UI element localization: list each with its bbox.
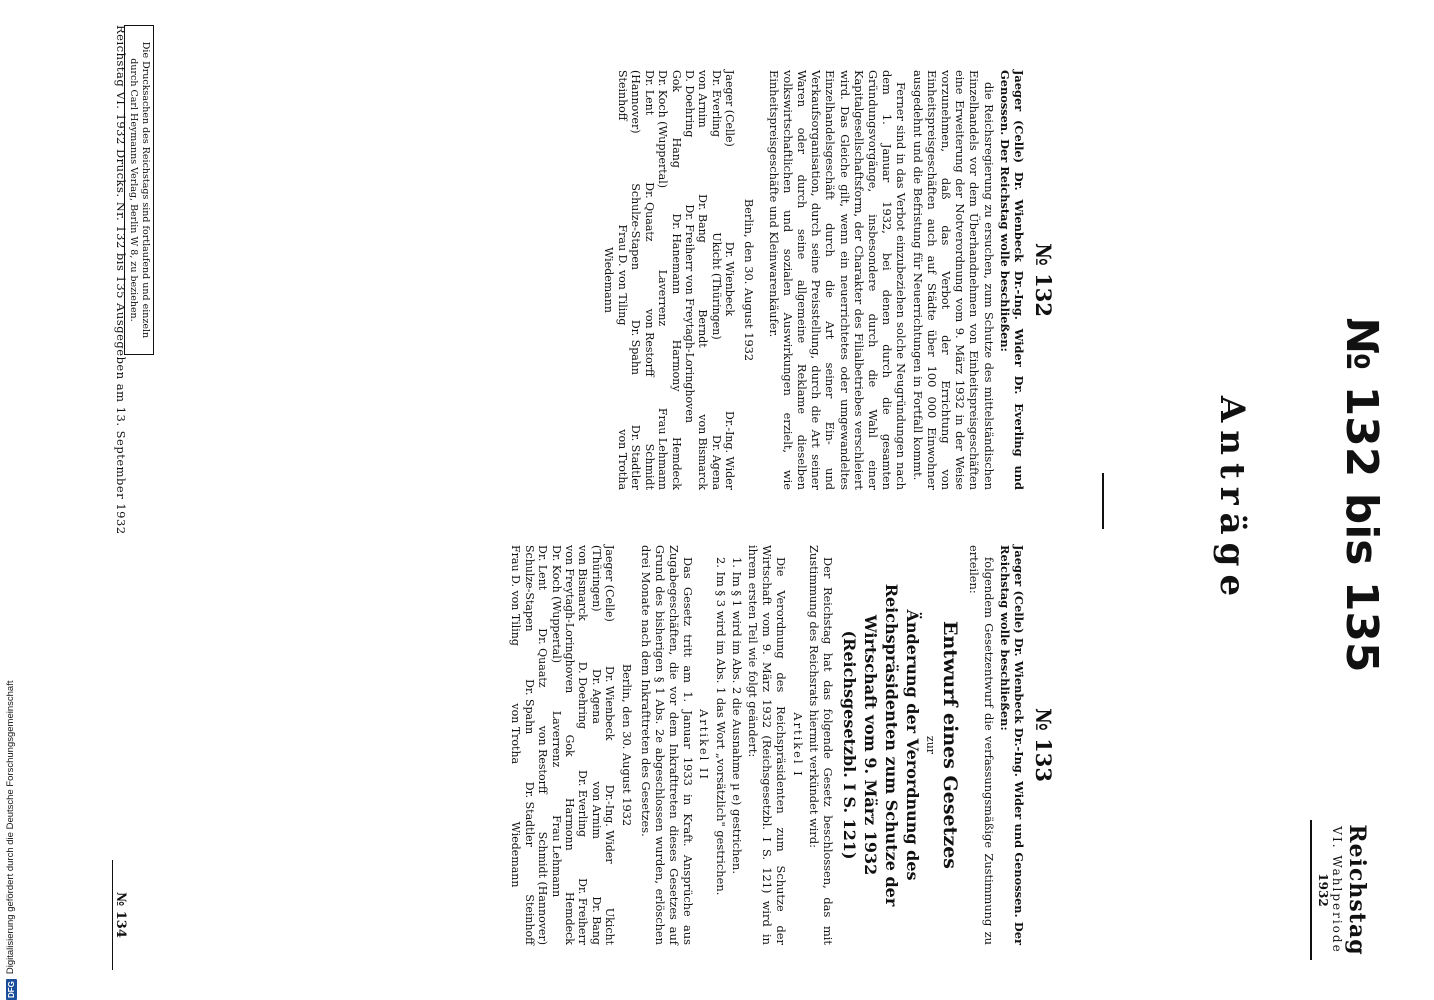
no-132-signatures (602, 70, 736, 490)
no-133-submitters: Jaeger (Celle) Dr. Wienbeck Dr.-Ing. Wider und Genossen. Der Reichstag wolle beschließen: (997, 545, 1026, 945)
signatory-name: Berndt (696, 309, 710, 348)
draft-title: Entwurf eines Gesetzes (939, 620, 962, 869)
signature-row (509, 545, 522, 945)
no-133-body (509, 545, 1026, 945)
signatory-name: von Bismarck (576, 545, 590, 621)
digitization-note (5, 605, 17, 1000)
no-133-date: Berlin, den 30. August 1932 (620, 663, 635, 827)
signatory-name: Harmonn (562, 798, 576, 851)
signatory-name: Frau Lehmann (656, 407, 670, 490)
signatory-name: Jaeger (Celle) (603, 545, 617, 622)
signatory-name: Hemdeck (562, 892, 576, 945)
section-rule (1102, 473, 1104, 529)
law-title: Änderung der Verordnung des Reichspräsidenten zum Schutze der Wirtschaft vom 9. März 1932 (Reichsgesetzbl. I S. 121) (839, 583, 922, 907)
signature-row (589, 545, 602, 945)
signatory-name: Dr. Quaatz (642, 182, 656, 242)
masthead (1316, 815, 1370, 965)
masthead-rule (1310, 820, 1312, 960)
signatory-name: Dr. Quaatz (536, 628, 550, 688)
signatory-name: Gok (562, 734, 576, 757)
signatory-name: Dr. Wienbeck (603, 666, 617, 741)
signatory-name: von Arnim (589, 781, 603, 839)
signatory-name: Laverrenz (549, 710, 563, 768)
signatory-name: von Bismarck (696, 414, 710, 490)
year-label: 1932 (1316, 873, 1330, 907)
no-132-para-2: Ferner sind in das Verbot einzubeziehen solche Neugründungen nach dem 1. Januar 1932, bei denen durch die gesamten Gründungsvorgänge, insbesondere durch die Wahl einer Kapitalgesellschaftsform, der Charakter des Filialbetriebes verschleiert wird. Das Gleiche gilt, wenn ein neuerrichtetes oder umgewandeltes Einzelhandelsgeschäft durch die Art seiner Ein- und Verkaufsorganisation, durch seine Preisstellung, durch die Art seiner Waren oder durch seine allgemeine Reklame dieselben volkswirtschaftlichen und sozialen Auswirkungen erzielt, wie Einheitspreisgeschäfte und Kleinwarenkäufer. (766, 70, 909, 490)
signatory-name: Frau D. von Tiling (509, 545, 523, 646)
dfg-logo: DFG (6, 981, 16, 998)
article-1-heading: Artikel I (790, 712, 805, 778)
signatory-name: Wiedemann (602, 247, 616, 313)
signatory-name: Frau Lehmann (549, 815, 563, 898)
signatory-name: Frau D. von Tiling (615, 224, 629, 326)
signatory-name: Schmidt (642, 443, 656, 490)
signatory-name: Dr. Wienbeck (723, 241, 737, 317)
signatory-name: Wiedemann (509, 821, 523, 888)
signatory-name: von Trotha (509, 703, 523, 765)
signatory-name: Dr.-Ing. Wider (723, 411, 737, 490)
signature-row (709, 70, 722, 490)
no-132-body (602, 70, 1026, 490)
signatory-name: Schulze-Stapen (629, 183, 643, 270)
signatory-name: Dr. Spahn (522, 679, 536, 735)
no-132-date: Berlin, den 30. August 1932 (742, 198, 757, 362)
period-label: VI. Wahlperiode (1330, 826, 1344, 954)
digitization-text: Digitalisierung gefördert durch die Deutsche Forschungsgemeinschaft (5, 680, 16, 975)
draft-zur: zur (924, 735, 938, 755)
signatory-name: von Trotha (615, 429, 629, 490)
signatory-name: Schmidt (Hannover) (536, 831, 550, 945)
signature-row (522, 545, 535, 945)
signatory-name: Dr. Freiherr von Freytagh-Loringhoven (682, 204, 696, 423)
signatory-name: Steinhoff (615, 70, 629, 121)
signature-row (723, 70, 736, 490)
signatory-name: Dr. Bang (696, 194, 710, 243)
article-1-item-2: 2. Im § 3 wird im Abs. 1 das Wort „vorsätzlich" gestrichen. (713, 557, 728, 896)
signature-row (563, 545, 576, 945)
signatory-name: Harmony (669, 339, 683, 392)
signatory-name: (Thüringen) (589, 545, 603, 612)
number-range: № 132 bis 135 (1336, 317, 1387, 673)
signatory-name: D. Doehring (682, 70, 696, 138)
signatory-name: Dr. Koch (Wuppertal) (656, 70, 670, 189)
signatory-name: Schulze-Stapen (522, 545, 536, 632)
signatory-name: Dr. Spahn (629, 319, 643, 375)
enactment-clause: Der Reichstag hat das folgende Gesetz beschlossen, das mit Zustimmung des Reichsrats hiermit verkündet wird: (806, 545, 835, 945)
no-132-submitters: Jaeger (Celle) Dr. Wienbeck Dr.-Ing. Wider Dr. Everling und Genossen. Der Reichstag wolle beschließen: (997, 70, 1026, 490)
signature-row (536, 545, 549, 945)
signature-row (642, 70, 655, 490)
signatory-name: Dr. Agena (709, 435, 723, 490)
signatory-name: von Restorff (536, 725, 550, 794)
next-number: № 134 (112, 860, 128, 970)
signatory-name: Ukicht (603, 907, 617, 945)
signatory-name: Dr. Agena (589, 668, 603, 724)
signature-row (615, 70, 628, 490)
signatory-name: Dr. Stadtler (522, 781, 536, 847)
no-132-label: № 132 (1031, 243, 1056, 317)
signatory-name: Gok (669, 70, 683, 93)
signatory-name: Dr. Stadtler (629, 424, 643, 490)
publisher-title: Reichstag (1344, 824, 1370, 956)
signature-row (629, 70, 642, 490)
signatory-name: Dr.-Ing. Wider (603, 784, 617, 864)
article-2-heading: Artikel II (697, 709, 712, 781)
signatory-name: Dr. Bang (589, 896, 603, 945)
section-title: Anträge (1212, 395, 1252, 605)
signature-row (669, 70, 682, 490)
signature-row (656, 70, 669, 490)
signature-row (683, 70, 696, 490)
signature-row (602, 70, 615, 490)
signatory-name: Dr. Hanemann (669, 213, 683, 295)
signatory-name: Dr. Lent (536, 545, 550, 591)
signatory-name: Dr. Freiherr (576, 878, 590, 945)
no-132-para-1: die Reichsregierung zu ersuchen, zum Schutze des mittelständischen Einzelhandels vor dem Überhandnehmen von Einheitspreisgeschäften eine Erweiterung der Notverordnung vom 9. März 1932 in der Weise vorzunehmen, daß das Verbot der Errichtung von Einheitspreisgeschäften auch auf Städte über 100 000 Einwohner ausgedehnt und die Befristung für Neuerrichtungen in Fortfall kommt. (910, 70, 996, 490)
article-1-text: Die Verordnung des Reichspräsidenten zum Schutze der Wirtschaft vom 9. März 1932 (Reichsgesetzbl. I S. 121) wird in ihrem ersten Teil wie folgt geändert: (745, 545, 789, 945)
signatory-name: (Hannover) (629, 70, 643, 134)
signatory-name: Laverrenz (656, 269, 670, 327)
article-1-item-1: 1. Im § 1 wird im Abs. 2 die Ausnahme µ e) gestrichen. (729, 557, 744, 874)
signatory-name: Dr. Everling (709, 70, 723, 138)
signature-row (696, 70, 709, 490)
signature-row (549, 545, 562, 945)
signatory-name: Hemdeck (669, 437, 683, 490)
signatory-name: D. Doehring (576, 661, 590, 730)
signatory-name: Dr. Lent (642, 70, 656, 116)
article-2-text: Das Gesetz tritt am 1. Januar 1933 in Kraft. Ansprüche aus Zugabegeschäften, die vor dem Inkrafttreten dieses Gesetzes auf Grund des bisherigen § 1 Abs. 2e abgeschlossen wurden, erlöschen drei Monate nach dem Inkrafttreten des Gesetzes. (638, 545, 696, 945)
signatory-name: von Freytagh-Loringhoven (562, 545, 576, 694)
distribution-notice: Die Drucksachen des Reichstags sind fortlaufend und einzeln durch Carl Heymanns Verlag, Berlin W 8, zu beziehen. (124, 25, 154, 355)
signatory-name: von Restorff (642, 308, 656, 377)
signature-row (576, 545, 589, 945)
signatory-name: Jaeger (Celle) (723, 70, 737, 147)
no-133-intro: folgendem Gesetzentwurf die verfassungsmäßige Zustimmung zu erteilen: (967, 545, 996, 945)
no-133-signatures (509, 545, 616, 945)
signatory-name: Steinhoff (522, 894, 536, 945)
print-line: Reichstag VI. 1932 Drucks. Nr. 132 bis 135 Ausgegeben am 13. September 1932 (114, 25, 128, 535)
no-133-label: № 133 (1031, 708, 1056, 782)
signatory-name: von Arnim (696, 70, 710, 128)
signature-row (603, 545, 616, 945)
signatory-name: Hang (669, 137, 683, 168)
signatory-name: Dr. Everling (576, 770, 590, 838)
signatory-name: Ukicht (Thüringen) (709, 232, 723, 340)
signatory-name: Dr. Koch (Wuppertal) (549, 545, 563, 664)
